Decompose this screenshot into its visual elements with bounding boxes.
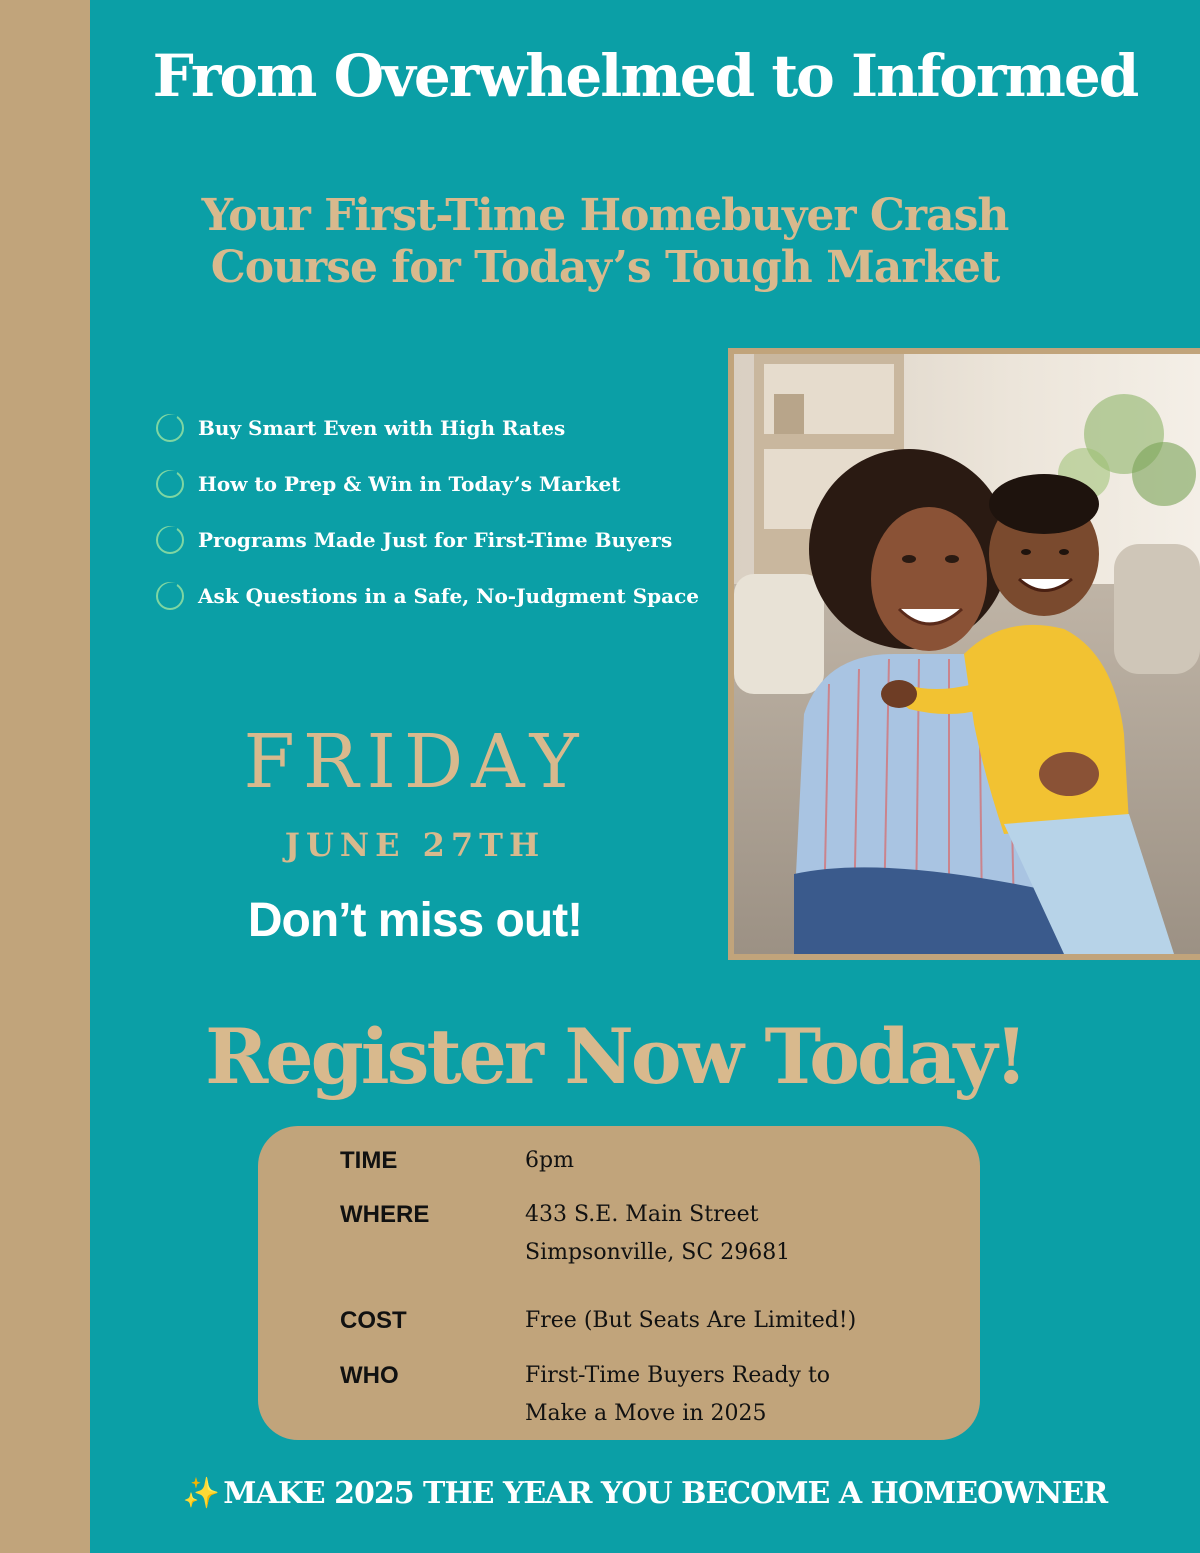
subtitle-line-1: Your First-Time Homebuyer Crash (201, 190, 1009, 241)
bullet-label: Programs Made Just for First-Time Buyers (198, 528, 673, 552)
cost-value: Free (But Seats Are Limited!) (525, 1308, 857, 1333)
list-item (155, 512, 725, 568)
subtitle-line-2: Course for Today’s Tough Market (210, 242, 1000, 293)
time-value: 6pm (525, 1148, 574, 1173)
check-circle-icon (155, 413, 185, 443)
check-circle-icon (155, 469, 185, 499)
register-heading: Register Now Today! (205, 1012, 1025, 1101)
main-title: From Overwhelmed to Informed (152, 42, 1138, 110)
bullet-label: How to Prep & Win in Today’s Market (198, 472, 621, 496)
tagline: Don’t miss out! (247, 894, 583, 947)
tan-side-strip (0, 0, 90, 1553)
who-value (525, 1357, 945, 1433)
event-date: JUNE 27TH (284, 826, 546, 864)
photo-frame (728, 348, 1200, 960)
cost-label: COST (340, 1307, 407, 1334)
who-line-1: First-Time Buyers Ready to (525, 1363, 831, 1388)
event-day: FRIDAY (243, 719, 587, 805)
bullet-label: Buy Smart Even with High Rates (198, 416, 566, 440)
list-item (155, 456, 725, 512)
benefits-list (155, 400, 725, 624)
where-value (525, 1196, 945, 1272)
subtitle (110, 190, 1100, 294)
sparkles-icon: ✨ (182, 1476, 220, 1511)
bullet-label: Ask Questions in a Safe, No-Judgment Space (198, 584, 699, 608)
footer-text: MAKE 2025 THE YEAR YOU BECOME A HOMEOWNER (223, 1476, 1108, 1511)
who-label: WHO (340, 1362, 399, 1389)
time-label: TIME (340, 1147, 398, 1174)
mother-and-child-photo (734, 354, 1200, 954)
who-line-2: Make a Move in 2025 (525, 1401, 767, 1426)
check-circle-icon (155, 525, 185, 555)
list-item (155, 400, 725, 456)
address-line-2: Simpsonville, SC 29681 (525, 1240, 791, 1265)
list-item (155, 568, 725, 624)
event-details-card (258, 1126, 980, 1440)
where-label: WHERE (340, 1201, 430, 1228)
address-line-1: 433 S.E. Main Street (525, 1202, 759, 1227)
check-circle-icon (155, 581, 185, 611)
footer-banner (90, 1470, 1200, 1518)
